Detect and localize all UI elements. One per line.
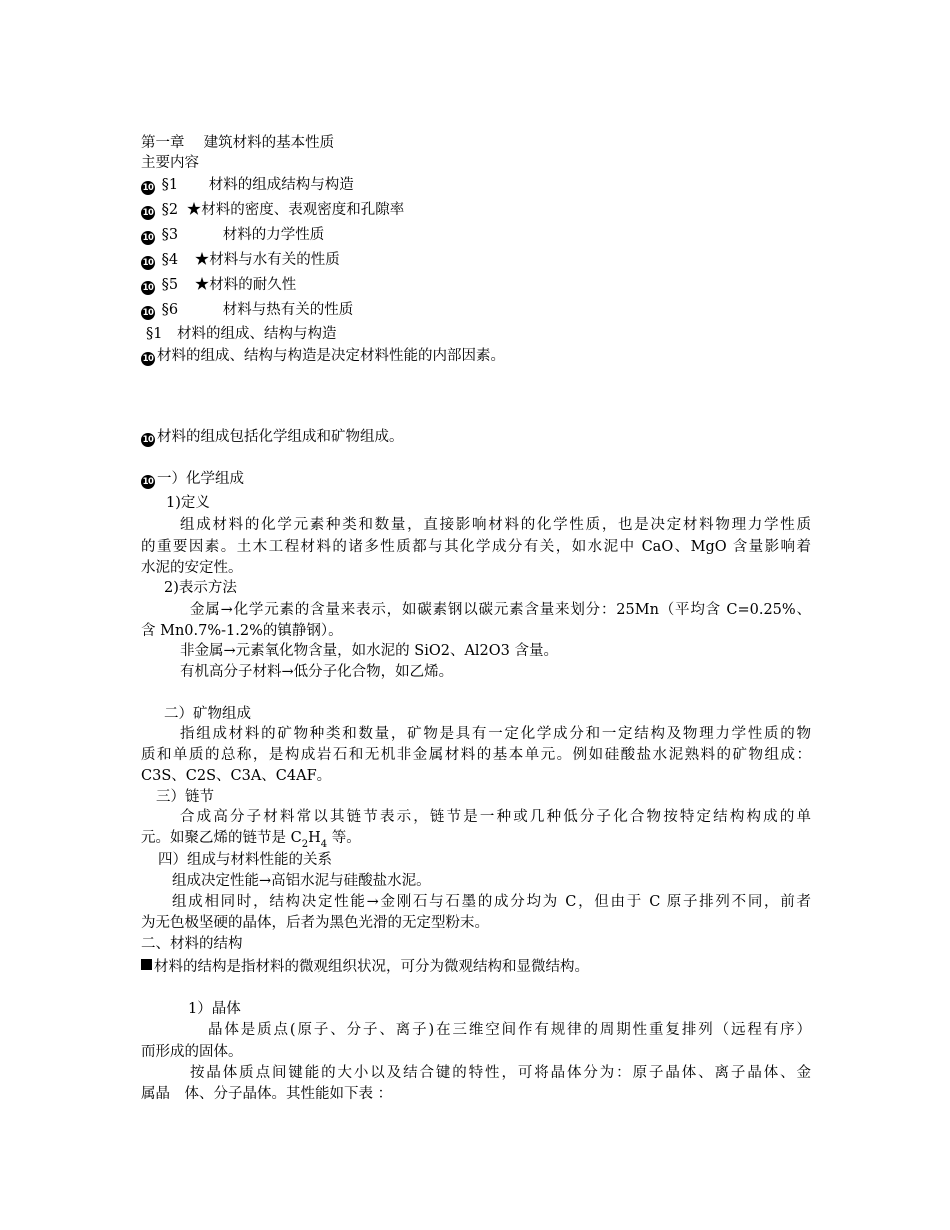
bullet-icon: 10 xyxy=(142,208,154,218)
section-1-heading: §1 材料的组成、结构与构造 xyxy=(146,326,337,342)
representation-metal: 金属→化学元素的含量来表示，如碳素钢以碳元素含量来划分：25Mn（平均含 C=0.25%、 xyxy=(190,602,811,618)
definition-heading: 1)定义 xyxy=(166,495,210,511)
toc-title: ★材料的耐久性 xyxy=(194,277,297,293)
toc-number: §3 xyxy=(161,227,179,243)
crystal-text: 属晶 体、分子晶体。其性能如下表 ： xyxy=(141,1086,393,1102)
toc-number: §4 xyxy=(161,252,179,268)
structure-text: 材料的结构是指材料的微观组织状况，可分为微观结构和显微结构。 xyxy=(141,958,589,976)
bullet-icon: 10 xyxy=(142,183,154,193)
paragraph-composition: 10 材料的组成包括化学组成和矿物组成。 xyxy=(142,429,404,445)
chain-heading: 三）链节 xyxy=(156,789,214,805)
definition-text: 组成材料的化学元素种类和数量，直接影响材料的化学性质，也是决定材料物理力学性质 xyxy=(180,517,811,533)
mineral-text: C3S、C2S、C3A、C4AF。 xyxy=(141,768,332,784)
toc-item-1[interactable] xyxy=(141,176,354,195)
paragraph-intro: 10 材料的组成、结构与构造是决定材料性能的内部因素。 xyxy=(142,348,505,364)
relation-text: 组成相同时，结构决定性能→金刚石与石墨的成分均为 C，但由于 C 原子排列不同，前者 xyxy=(172,894,811,910)
bullet-icon: 10 xyxy=(142,477,154,487)
bullet-icon: 10 xyxy=(142,354,154,364)
bullet-icon: 10 xyxy=(142,233,154,243)
representation-nonmetal: 非金属→元素氧化物含量，如水泥的 SiO2、Al2O3 含量。 xyxy=(180,643,558,659)
relation-text: 为无色极坚硬的晶体，后者为黑色光滑的无定型粉末。 xyxy=(141,915,489,931)
mineral-text: 指组成材料的矿物种类和数量，矿物是具有一定化学成分和一定结构及物理力学性质的物 xyxy=(180,726,811,742)
relation-heading: 四）组成与材料性能的关系 xyxy=(158,852,332,868)
toc-title: 材料的力学性质 xyxy=(222,227,325,243)
toc-number: §2 xyxy=(161,202,179,218)
bullet-icon: 10 xyxy=(142,308,154,318)
representation-metal: 含 Mn0.7%-1.2%的镇静钢）。 xyxy=(141,623,343,639)
toc-title: 材料的组成结构与构造 xyxy=(208,177,354,193)
representation-heading: 2)表示方法 xyxy=(164,580,237,596)
chain-text: 合成高分子材料常以其链节表示，链节是一种或几种低分子化合物按特定结构构成的单 xyxy=(180,809,811,825)
toc-title: 材料与热有关的性质 xyxy=(222,302,354,318)
toc-item-5[interactable] xyxy=(141,276,296,295)
toc-item-2[interactable] xyxy=(141,201,404,220)
chain-text: 元。如聚乙烯的链节是 $C_2H_4$ 等。 xyxy=(141,830,361,850)
crystal-heading: 1）晶体 xyxy=(188,1001,241,1017)
crystal-text: 按晶体质点间键能的大小以及结合键的特性，可将晶体分为：原子晶体、离子晶体、金 xyxy=(190,1065,811,1081)
bullet-icon: 10 xyxy=(142,435,154,445)
square-bullet-icon xyxy=(141,959,152,970)
relation-text: 组成决定性能→高铝水泥与硅酸盐水泥。 xyxy=(172,873,431,889)
mineral-heading: 二）矿物组成 xyxy=(164,706,251,722)
representation-organic: 有机高分子材料→低分子化合物，如乙烯。 xyxy=(180,664,454,680)
bullet-icon: 10 xyxy=(142,283,154,293)
bullet-icon: 10 xyxy=(142,258,154,268)
chemical-composition-heading: 10 一）化学组成 xyxy=(142,471,244,487)
crystal-text: 而形成的固体。 xyxy=(141,1044,243,1060)
structure-heading: 二、材料的结构 xyxy=(141,936,243,952)
mineral-text: 质和单质的总称，是构成岩石和无机非金属材料的基本单元。例如硅酸盐水泥熟料的矿物组成： xyxy=(141,747,811,763)
chapter-title: 第一章 建筑材料的基本性质 xyxy=(141,135,335,151)
toc-number: §5 xyxy=(161,277,179,293)
toc-title: ★材料与水有关的性质 xyxy=(194,252,340,268)
toc-number: §6 xyxy=(161,302,179,318)
toc-item-3[interactable] xyxy=(141,226,324,245)
toc-item-4[interactable] xyxy=(141,251,340,270)
crystal-text: 晶体是质点(原子、分子、离子)在三维空间作有规律的周期性重复排列（远程有序） xyxy=(208,1022,811,1038)
definition-text: 水泥的安定性。 xyxy=(141,560,243,576)
toc-title: ★材料的密度、表观密度和孔隙率 xyxy=(186,202,405,218)
main-content-label: 主要内容 xyxy=(141,155,199,171)
toc-item-6[interactable] xyxy=(141,301,353,320)
toc-number: §1 xyxy=(161,177,179,193)
definition-text: 的重要因素。土木工程材料的诸多性质都与其化学成分有关，如水泥中 CaO、MgO 含量影响着 xyxy=(141,539,811,555)
